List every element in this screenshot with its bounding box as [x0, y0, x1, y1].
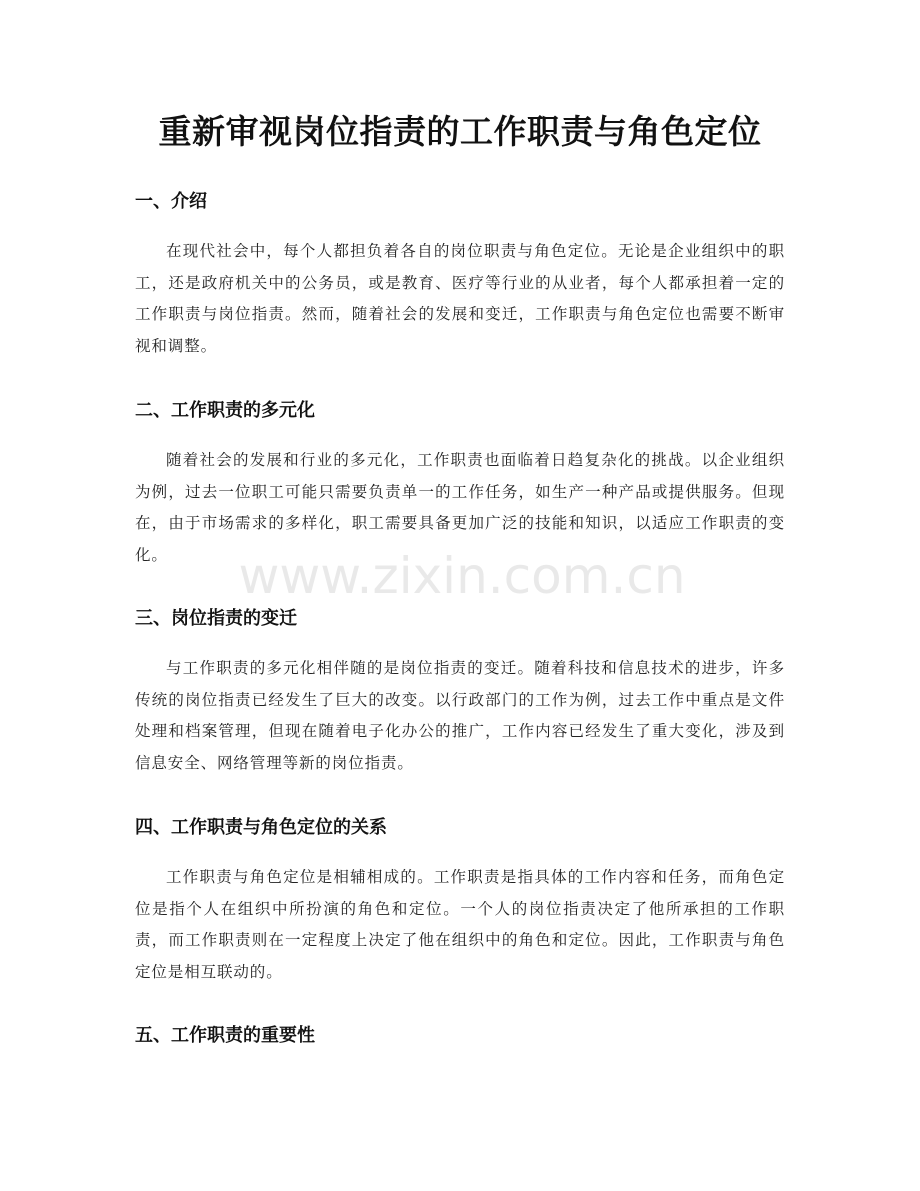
section-paragraph-diversification: 随着社会的发展和行业的多元化，工作职责也面临着日趋复杂化的挑战。以企业组织为例，过去一位职工可能只需要负责单一的工作任务，如生产一种产品或提供服务。但现在，由于市场需求的多样化，职工需要具备更加广泛的技能和知识，以适应工作职责的变化。: [135, 451, 785, 564]
section-heading-importance: 五、工作职责的重要性: [135, 1025, 315, 1046]
section-heading-position-changes: 三、岗位指责的变迁: [135, 608, 297, 629]
section-heading-introduction: 一、介绍: [135, 191, 207, 212]
section-paragraph-relationship: 工作职责与角色定位是相辅相成的。工作职责是指具体的工作内容和任务，而角色定位是指个人在组织中所扮演的角色和定位。一个人的岗位指责决定了他所承担的工作职责，而工作职责则在一定程度上决定了他在组织中的角色和定位。因此，工作职责与角色定位是相互联动的。: [135, 868, 785, 981]
section-heading-relationship: 四、工作职责与角色定位的关系: [135, 817, 387, 838]
section-heading-diversification: 二、工作职责的多元化: [135, 400, 315, 421]
page-title: 重新审视岗位指责的工作职责与角色定位: [158, 112, 762, 151]
section-paragraph-position-changes: 与工作职责的多元化相伴随的是岗位指责的变迁。随着科技和信息技术的进步，许多传统的岗位指责已经发生了巨大的改变。以行政部门的工作为例，过去工作中重点是文件处理和档案管理，但现在随着电子化办公的推广，工作内容已经发生了重大变化，涉及到信息安全、网络管理等新的岗位指责。: [135, 659, 785, 772]
section-paragraph-introduction: 在现代社会中，每个人都担负着各自的岗位职责与角色定位。无论是企业组织中的职工，还是政府机关中的公务员，或是教育、医疗等行业的从业者，每个人都承担着一定的工作职责与岗位指责。然而，随着社会的发展和变迁，工作职责与角色定位也需要不断审视和调整。: [135, 242, 785, 355]
watermark-text: www.zixin.com.cn: [238, 547, 686, 605]
